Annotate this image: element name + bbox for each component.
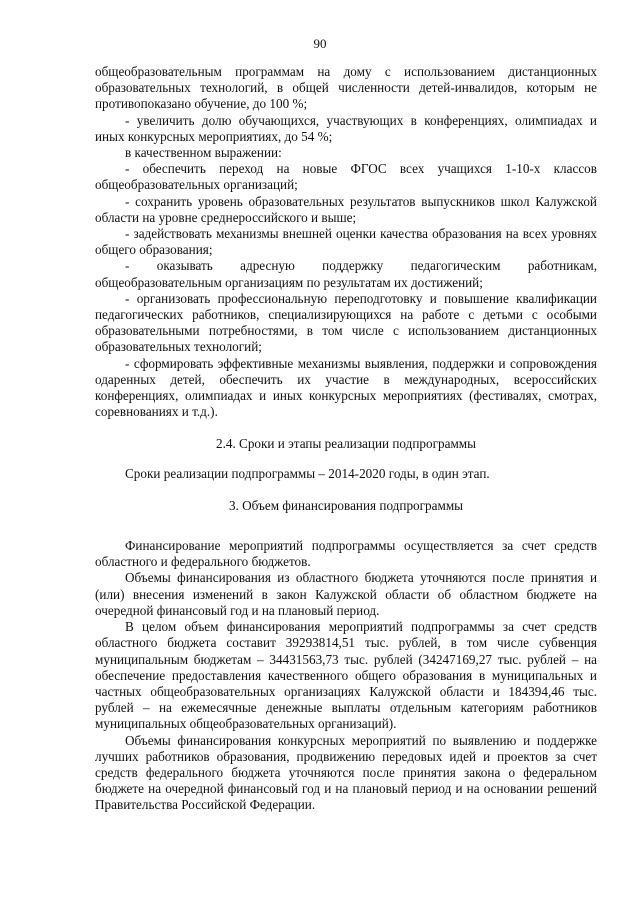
paragraph: Объемы финансирования конкурсных мероприятий по выявлению и поддержке лучших работников образования, продвижению передовых идей и проектов за счет средств федерального бюджета уточняются после принятия закона о федеральном бюджете на очередной финансовый год и на плановый период и на основании решений Правительства Российской Федерации. — [95, 732, 597, 813]
vertical-spacer — [95, 482, 597, 498]
paragraph: Финансирование мероприятий подпрограммы осуществляется за счет средств областного и федерального бюджетов. — [95, 538, 597, 570]
paragraph: - задействовать механизмы внешней оценки качества образования на всех уровнях общего образования; — [95, 226, 597, 258]
paragraph: Объемы финансирования из областного бюджета уточняются после принятия и (или) внесения изменений в закон Калужской области об областном бюджете на очередной финансовый год и на плановый период. — [95, 570, 597, 618]
paragraph: - сформировать эффективные механизмы выявления, поддержки и сопровождения одаренных детей, обеспечить их участие в международных, всероссийских конференциях, олимпиадах и иных конкурсных мероприятиях (фестивалях, смотрах, соревнованиях и т.д.). — [95, 355, 597, 420]
paragraph: - организовать профессиональную переподготовку и повышение квалификации педагогических работников, специализирующихся на работе с детьми с особыми образовательными потребностями, в том числе с использованием дистанционных образовательных технологий; — [95, 290, 597, 355]
document-body — [95, 64, 597, 814]
section-heading: 2.4. Сроки и этапы реализации подпрограммы — [215, 436, 477, 452]
paragraph: В целом объем финансирования мероприятий подпрограммы за счет средств областного бюджета составит 39293814,51 тыс. рублей, в том числе субвенция муниципальным бюджетам – 34431563,73 тыс. рублей (34247169,27 тыс. рублей – на обеспечение предоставления качественного общего образования в муниципальных и частных общеобразовательных организациях Калужской области и 184394,46 тыс. рублей – на ежемесячные денежные выплаты отдельным категориям работников муниципальных общеобразовательных организаций). — [95, 619, 597, 732]
paragraph: - оказывать адресную поддержку педагогическим работникам, общеобразовательным организациям по результатам их достижений; — [95, 258, 597, 290]
paragraph: общеобразовательным программам на дому с использованием дистанционных образовательных технологий, в общей численности детей-инвалидов, которым не противопоказано обучение, до 100 %; — [95, 64, 597, 112]
paragraph: - сохранить уровень образовательных результатов выпускников школ Калужской области на уровне среднероссийского и выше; — [95, 193, 597, 225]
vertical-spacer — [95, 514, 597, 538]
paragraph: Сроки реализации подпрограммы – 2014-2020 годы, в один этап. — [125, 465, 490, 481]
section-heading: 3. Объем финансирования подпрограммы — [228, 497, 464, 513]
paragraph: в качественном выражении: — [125, 145, 282, 161]
paragraph: - обеспечить переход на новые ФГОС всех учащихся 1-10-х классов общеобразовательных организаций; — [95, 161, 597, 193]
vertical-spacer — [95, 453, 597, 466]
vertical-spacer — [95, 420, 597, 436]
paragraph: - увеличить долю обучающихся, участвующих в конференциях, олимпиадах и иных конкурсных мероприятиях, до 54 %; — [95, 112, 597, 144]
page-number: 90 — [313, 36, 327, 51]
